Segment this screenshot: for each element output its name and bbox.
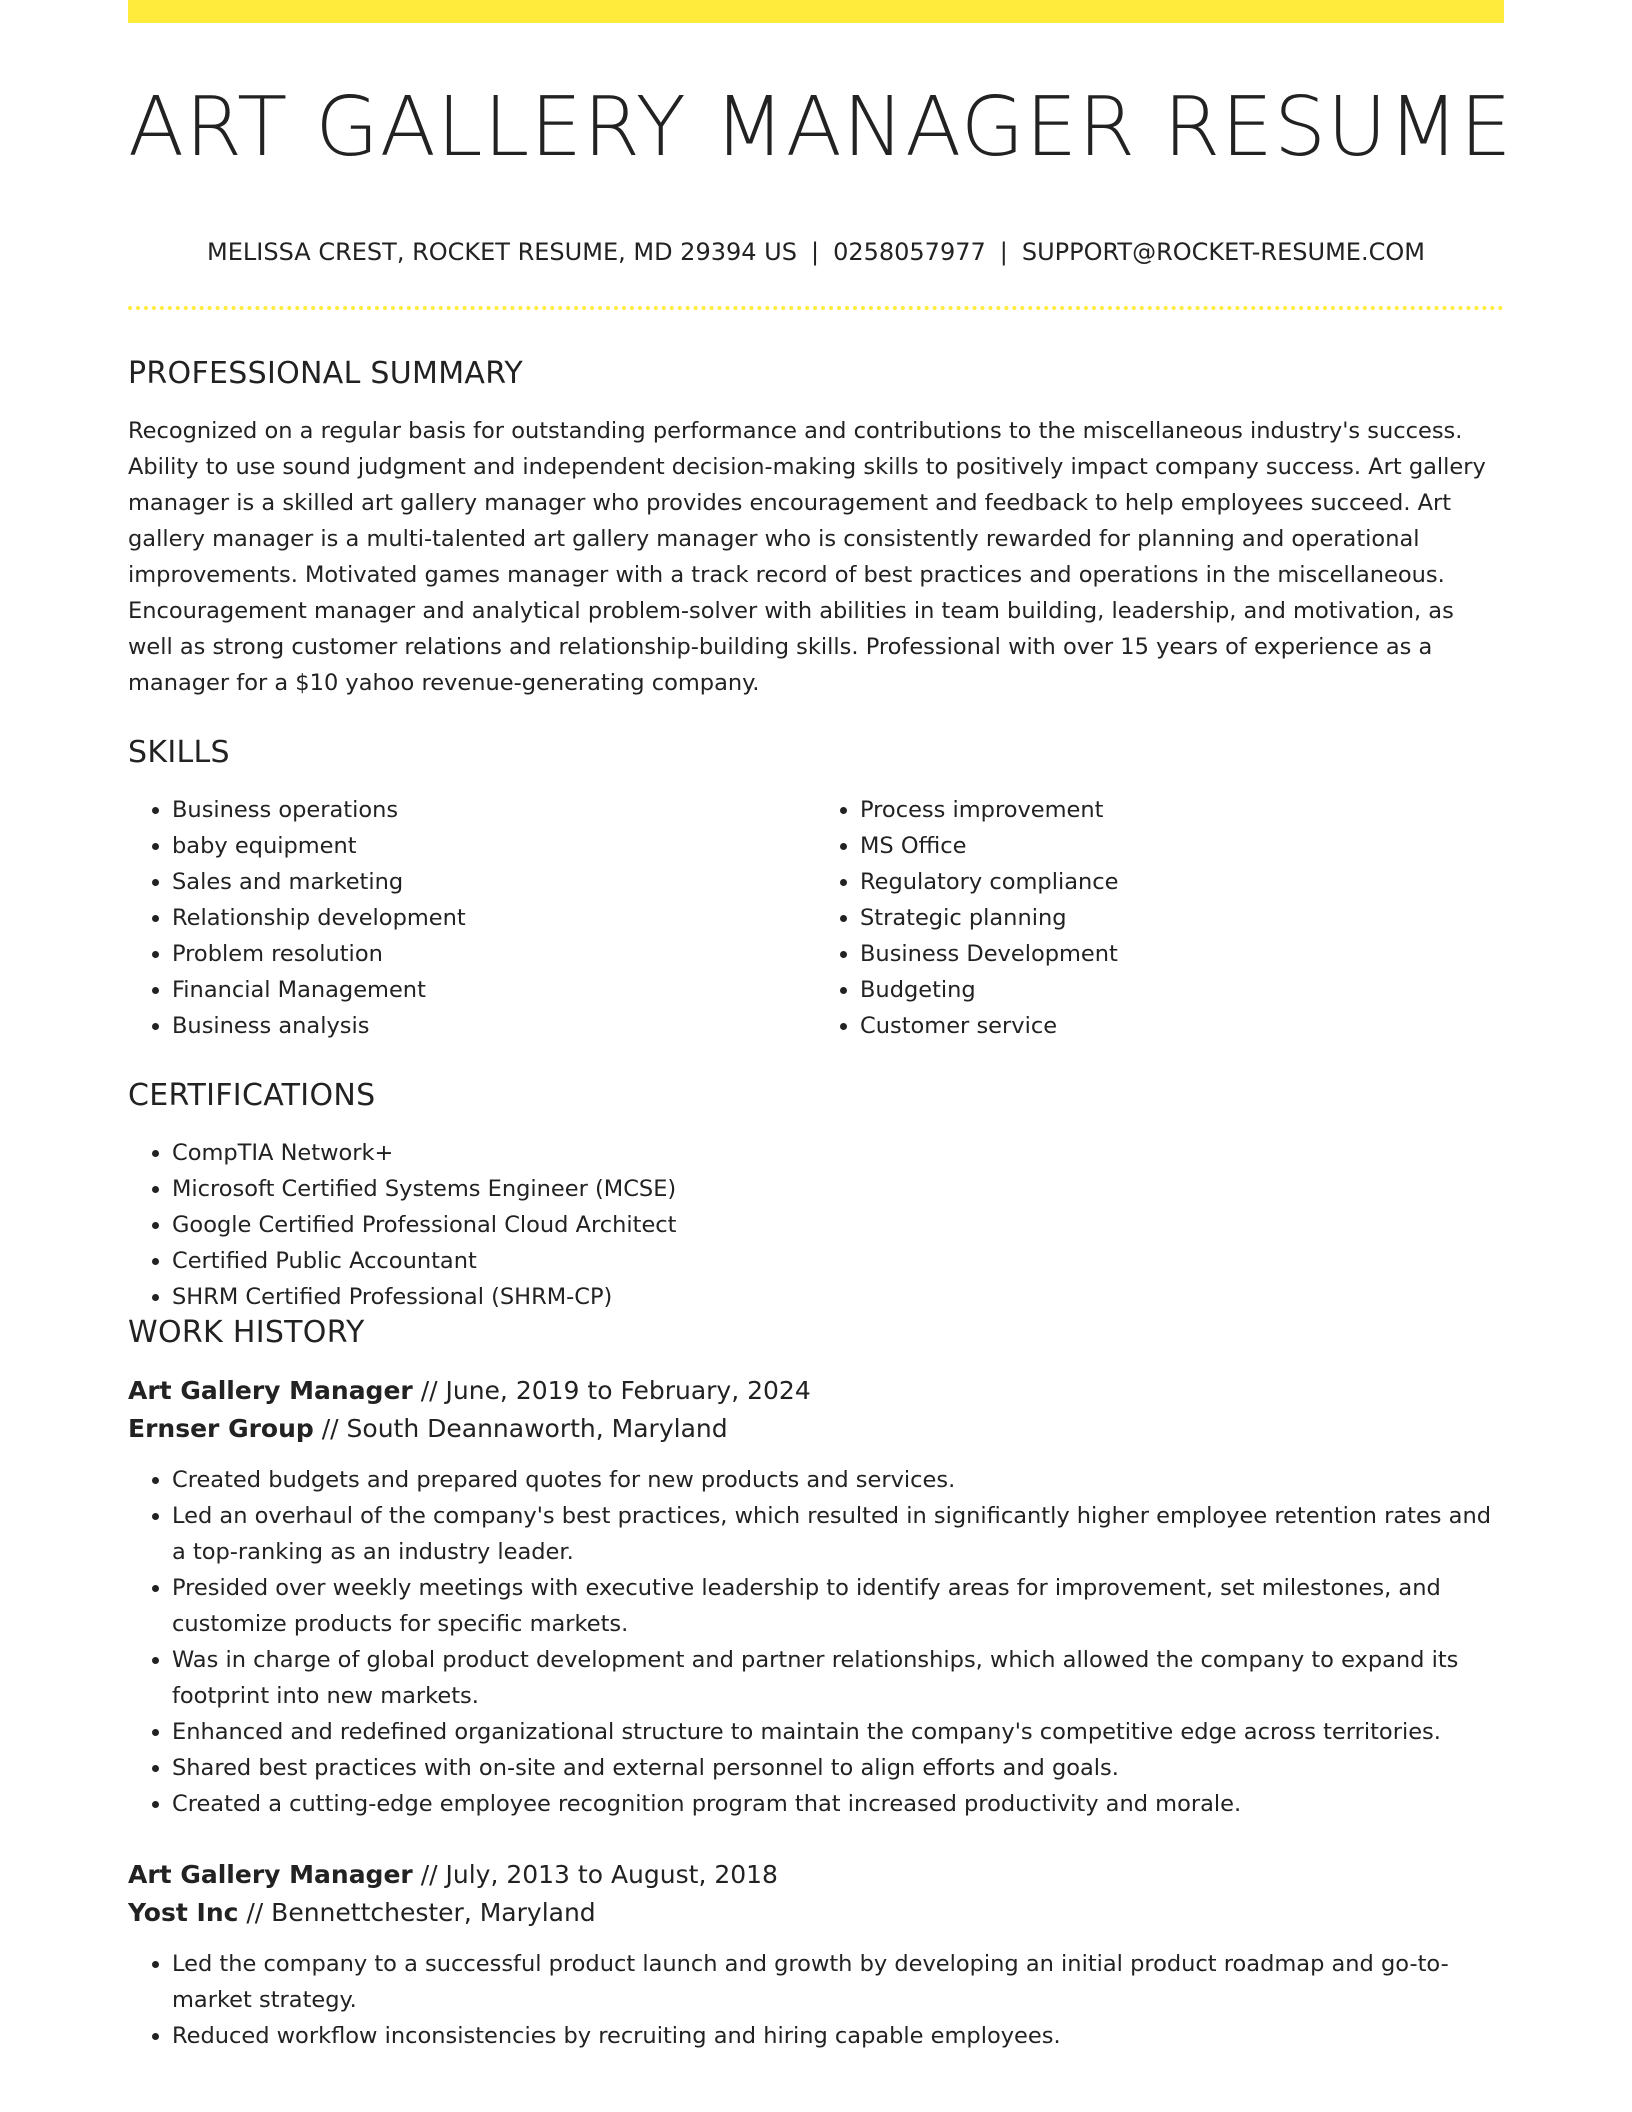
job-title-line <box>128 1856 1504 1894</box>
summary-section <box>128 356 1504 701</box>
skill-item: • Regulatory compliance <box>860 864 1504 900</box>
job-company-line <box>128 1894 1504 1932</box>
skill-item: • baby equipment <box>172 828 816 864</box>
certification-item: • SHRM Certified Professional (SHRM-CP) <box>172 1279 1504 1315</box>
job-dates: // June, 2019 to February, 2024 <box>412 1376 811 1405</box>
skill-item: • MS Office <box>860 828 1504 864</box>
job-bullet: • Presided over weekly meetings with executive leadership to identify areas for improvement, set milestones, and customize products for specific markets. <box>172 1570 1504 1642</box>
job-title: Art Gallery Manager <box>128 1860 413 1889</box>
skill-item: • Customer service <box>860 1008 1504 1044</box>
summary-text: Recognized on a regular basis for outstanding performance and contributions to the miscellaneous industry's success. Ability to use sound judgment and independent decision-making skills to positively impact company success. Art gallery manager is a skilled art gallery manager who provides encouragement and feedback to help employees succeed. Art gallery manager is a multi-talented art gallery manager who is consistently rewarded for planning and operational improvements. Motivated games manager with a track record of best practices and operations in the miscellaneous. Encouragement manager and analytical problem-solver with abilities in team building, leadership, and motivation, as well as strong customer relations and relationship-building skills. Professional with over 15 years of experience as a manager for a $10 yahoo revenue-generating company. <box>128 418 1486 696</box>
skill-item: • Sales and marketing <box>172 864 816 900</box>
contact-line <box>128 238 1504 266</box>
certification-item: • Google Certified Professional Cloud Architect <box>172 1207 1504 1243</box>
job-title: Art Gallery Manager <box>128 1376 413 1405</box>
contact-phone: 0258057977 <box>833 238 986 266</box>
skills-columns <box>128 792 1504 1044</box>
skill-item: • Process improvement <box>860 792 1504 828</box>
summary-heading: PROFESSIONAL SUMMARY <box>128 356 524 391</box>
skills-heading: SKILLS <box>128 735 230 770</box>
job-title-line <box>128 1372 1504 1410</box>
skills-left-list <box>128 792 816 1044</box>
job-bullet: • Led an overhaul of the company's best practices, which resulted in significantly higher employee retention rates and a top-ranking as an industry leader. <box>172 1498 1504 1570</box>
skills-right-list <box>816 792 1504 1044</box>
work-history-heading: WORK HISTORY <box>128 1315 365 1350</box>
job-bullet: • Created budgets and prepared quotes for new products and services. <box>172 1462 1504 1498</box>
certification-item: • CompTIA Network+ <box>172 1135 1504 1171</box>
contact-email: SUPPORT@ROCKET-RESUME.COM <box>1021 238 1425 266</box>
contact-address: MELISSA CREST, ROCKET RESUME, MD 29394 US <box>207 238 797 266</box>
skill-item: • Budgeting <box>860 972 1504 1008</box>
job-bullets <box>128 1462 1504 1822</box>
job-bullet: • Led the company to a successful product launch and growth by developing an initial product roadmap and go-to-market strategy. <box>172 1946 1504 2018</box>
job-dates: // July, 2013 to August, 2018 <box>412 1860 778 1889</box>
job-entry <box>128 1372 1504 1822</box>
job-company-line <box>128 1410 1504 1448</box>
job-company: Yost Inc <box>128 1898 239 1927</box>
job-bullets <box>128 1946 1504 2054</box>
top-accent-bar <box>128 0 1504 23</box>
job-company: Ernser Group <box>128 1414 314 1443</box>
job-bullet: • Reduced workflow inconsistencies by recruiting and hiring capable employees. <box>172 2018 1504 2054</box>
dotted-divider <box>128 306 1504 310</box>
certification-item: • Microsoft Certified Systems Engineer (MCSE) <box>172 1171 1504 1207</box>
job-bullet: • Was in charge of global product development and partner relationships, which allowed the company to expand its footprint into new markets. <box>172 1642 1504 1714</box>
skills-section <box>128 735 1504 1044</box>
skill-item: • Relationship development <box>172 900 816 936</box>
skill-item: • Business analysis <box>172 1008 816 1044</box>
work-history-section <box>128 1315 1504 2054</box>
skill-item: • Financial Management <box>172 972 816 1008</box>
job-bullet: • Enhanced and redefined organizational structure to maintain the company's competitive edge across territories. <box>172 1714 1504 1750</box>
contact-separator: | <box>810 238 820 266</box>
job-location: // Bennettchester, Maryland <box>238 1898 596 1927</box>
certifications-list <box>128 1135 1504 1315</box>
contact-separator: | <box>999 238 1008 266</box>
job-bullet: • Shared best practices with on-site and external personnel to align efforts and goals. <box>172 1750 1504 1786</box>
resume-body <box>128 356 1504 2088</box>
skill-item: • Strategic planning <box>860 900 1504 936</box>
certifications-section <box>128 1078 1504 1315</box>
skill-item: • Problem resolution <box>172 936 816 972</box>
skill-item: • Business operations <box>172 792 816 828</box>
certifications-heading: CERTIFICATIONS <box>128 1078 376 1113</box>
job-location: // South Deannaworth, Maryland <box>313 1414 728 1443</box>
job-entry <box>128 1856 1504 2054</box>
certification-item: • Certified Public Accountant <box>172 1243 1504 1279</box>
job-bullet: • Created a cutting-edge employee recognition program that increased productivity and morale. <box>172 1786 1504 1822</box>
skill-item: • Business Development <box>860 936 1504 972</box>
resume-title: ART GALLERY MANAGER RESUME <box>128 80 1513 175</box>
